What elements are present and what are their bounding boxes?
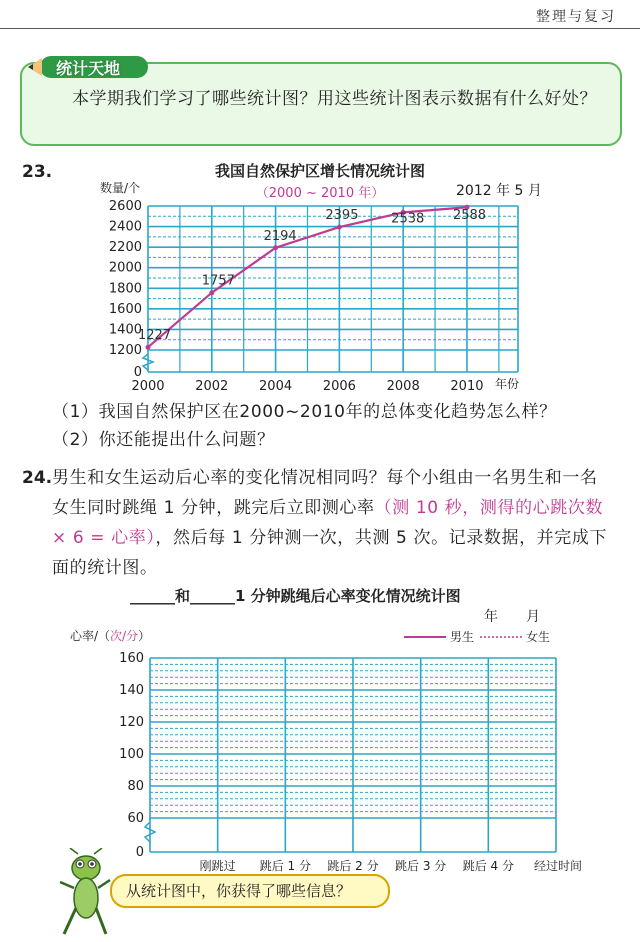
chart2-x-tick: 跳后 2 分	[327, 859, 379, 873]
question-23-part-1: （1）我国自然保护区在2000~2010年的总体变化趋势怎么样？	[52, 402, 557, 422]
chart1-title: 我国自然保护区增长情况统计图	[214, 162, 425, 180]
chart2-x-tick: 跳后 4 分	[462, 859, 514, 873]
question-24-formula: （测 10 秒，测得的心跳次数 × 6 = 心率）	[52, 498, 604, 548]
chart1-x-label: 年份	[494, 377, 519, 391]
chart1-point	[337, 225, 342, 230]
chart1-value-label: 2395	[325, 208, 359, 224]
speech-bubble-text: 从统计图中，你获得了哪些信息？	[126, 882, 352, 900]
question-24-text-part-2: ，然后每 1 分钟测一次，共测 5 次。记录数据，并完成下面的统计图。	[52, 528, 608, 578]
chart1-y-tick: 2000	[108, 260, 142, 276]
chart2-y-label-part: 心率/（	[70, 629, 111, 643]
chart2-legend-male-label: 男生	[450, 630, 475, 644]
chart1-x-tick: 2006	[322, 379, 356, 394]
chart1-svg	[0, 0, 640, 420]
intro-text: 本学期我们学习了哪些统计图？用这些统计图表示数据有什么好处？	[72, 89, 597, 109]
chart1-point	[209, 290, 214, 295]
chart2-x-label: 经过时间	[533, 859, 583, 873]
chart2-date: 年 月	[484, 609, 540, 625]
chart1-y-tick: 2200	[108, 240, 142, 256]
chart1-subtitle: （2000 ~ 2010 年）	[255, 186, 385, 201]
chart1-value-label: 1757	[201, 273, 235, 289]
question-24-number: 24.	[22, 468, 53, 488]
chart2-y-tick: 80	[127, 779, 144, 794]
chart2-y-tick: 60	[127, 811, 144, 826]
question-24-text	[52, 463, 612, 583]
section-title: 整理与复习	[536, 9, 616, 25]
chart1-point	[146, 345, 151, 350]
chart1-y-tick: 1600	[108, 301, 142, 317]
chart1-x-tick: 2002	[195, 379, 229, 394]
question-23-part-2: （2）你还能提出什么问题？	[52, 430, 275, 450]
chart1-x-tick: 2008	[386, 379, 420, 394]
chart1-y-label: 数量/个	[100, 181, 141, 195]
intro-tag-label: 统计天地	[56, 59, 121, 78]
chart1-y-tick: 1200	[108, 343, 142, 358]
chart1-date: 2012 年 5 月	[456, 183, 542, 199]
chart2-x-tick: 跳后 3 分	[395, 859, 447, 873]
chart2-legend-female-label: 女生	[526, 630, 551, 644]
chart2-and: 和	[175, 587, 191, 605]
chart1-x-tick: 2004	[259, 379, 293, 394]
chart2-svg	[0, 600, 640, 880]
chart2-title-rest: 1 分钟跳绳后心率变化情况统计图	[235, 587, 461, 605]
chart1-value-label: 2194	[263, 228, 297, 244]
chart2-blank-2[interactable]: ______	[190, 587, 236, 605]
chart1-y-tick: 2400	[108, 219, 142, 235]
chart1-y-tick: 2600	[108, 199, 142, 214]
question-24-text-part-1: 男生和女生运动后心率的变化情况相同吗？每个小组由一名男生和一名女生同时跳绳 1 分钟，跳完后立即测心率	[52, 468, 598, 518]
chart1-value-label: 2588	[452, 208, 487, 224]
chart1-x-tick: 2010	[450, 379, 484, 394]
chart1-value-label: 1227	[138, 328, 172, 344]
chart1-y-tick: 0	[133, 365, 142, 380]
chart2-x-tick: 跳后 1 分	[259, 859, 311, 873]
chart1-point	[273, 245, 278, 250]
chart2-blank-1[interactable]: ______	[130, 587, 175, 605]
chart2-x-tick: 刚跳过	[199, 859, 236, 873]
chart2-y-tick: 140	[119, 683, 144, 698]
chart2-y-tick: 100	[119, 747, 144, 762]
chart2-y-tick: 160	[119, 651, 144, 666]
chart1-x-tick: 2000	[131, 379, 165, 394]
chart2-y-label-unit: 次/分	[110, 629, 139, 643]
chart2-y-tick: 120	[119, 715, 144, 730]
grasshopper-mascot-icon	[56, 848, 112, 938]
chart2-y-label-part: ）	[138, 629, 151, 643]
chart1-y-tick: 1800	[108, 281, 142, 297]
chart2-y-label	[70, 628, 150, 643]
chart1-value-label: 2538	[391, 211, 425, 227]
question-23-number: 23.	[22, 162, 53, 182]
chart1-y-tick: 1400	[108, 322, 142, 338]
chart2-y-tick: 0	[135, 845, 144, 860]
